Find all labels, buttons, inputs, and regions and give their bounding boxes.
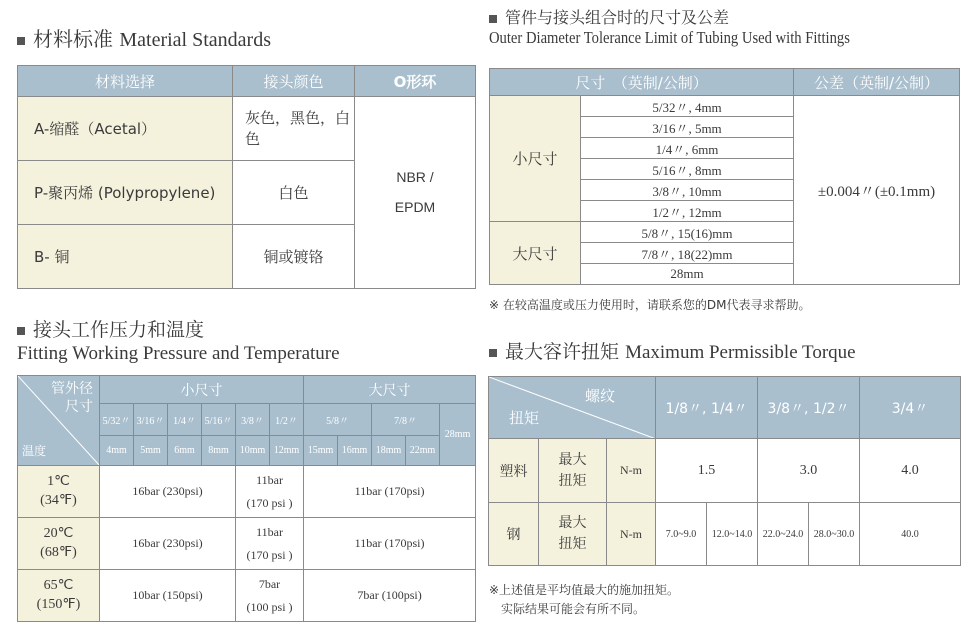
pressure-title-cn: 接头工作压力和温度 bbox=[33, 319, 205, 341]
torque-section-title bbox=[489, 342, 856, 364]
pressure-value: 16bar (230psi) bbox=[100, 466, 236, 518]
material-table bbox=[17, 65, 476, 289]
size-row: 1/4〃, 6mm bbox=[581, 138, 794, 159]
oring-line-2: EPDM bbox=[394, 198, 436, 215]
torque-type bbox=[539, 503, 607, 566]
mm-label: 12mm bbox=[270, 436, 304, 466]
oring-line-1: NBR / bbox=[396, 169, 434, 186]
inch-label: 5/16〃 bbox=[202, 404, 236, 436]
pressure-corner-top-1: 管外径 bbox=[51, 381, 93, 397]
material-title-en: Material Standards bbox=[119, 29, 271, 51]
inch-label: 1/2〃 bbox=[270, 404, 304, 436]
material-header-oring: O形环 bbox=[355, 66, 476, 97]
torque-value: 1.5 bbox=[656, 439, 758, 503]
torque-note bbox=[489, 581, 679, 618]
pressure-bar: 11bar bbox=[256, 472, 283, 487]
torque-value: 40.0 bbox=[860, 503, 961, 566]
pressure-corner-bottom: 温度 bbox=[22, 444, 47, 458]
temp-c: 1℃ bbox=[47, 473, 70, 489]
material-row-copper: B- 铜 bbox=[18, 225, 233, 289]
pressure-value bbox=[236, 570, 304, 622]
inch-label: 5/8〃 bbox=[304, 404, 372, 436]
large-size-label: 大尺寸 bbox=[490, 222, 581, 285]
mm-label: 22mm bbox=[406, 436, 440, 466]
tolerance-title-en: Outer Diameter Tolerance Limit of Tubing Used with Fittings bbox=[489, 27, 850, 47]
torque-value: 3.0 bbox=[758, 439, 860, 503]
mm-label: 18mm bbox=[372, 436, 406, 466]
pressure-title-en: Fitting Working Pressure and Temperature bbox=[17, 342, 340, 364]
pressure-table bbox=[17, 375, 476, 622]
temp-cell bbox=[18, 518, 100, 570]
torque-material-plastic: 塑料 bbox=[489, 439, 539, 503]
mm-label: 5mm bbox=[134, 436, 168, 466]
size-row: 5/16〃, 8mm bbox=[581, 159, 794, 180]
tolerance-value: ±0.004〃(±0.1mm) bbox=[794, 96, 960, 285]
tolerance-note: ※ 在较高温度或压力使用时，请联系您的DM代表寻求帮助。 bbox=[489, 298, 811, 312]
material-header-color: 接头颜色 bbox=[233, 66, 355, 97]
pressure-value: 11bar (170psi) bbox=[304, 466, 476, 518]
torque-material-copper: 钢 bbox=[489, 503, 539, 566]
material-section-title bbox=[17, 28, 271, 51]
temp-f: (150℉) bbox=[36, 596, 81, 612]
torque-title-cn: 最大容许扭矩 bbox=[505, 341, 620, 363]
pressure-corner-top-2: 尺寸 bbox=[65, 399, 93, 416]
inch-label: 5/32〃 bbox=[100, 404, 134, 436]
mm-label: 6mm bbox=[168, 436, 202, 466]
torque-value: 22.0~24.0 bbox=[758, 503, 809, 566]
bullet-square-icon bbox=[489, 15, 497, 23]
torque-header: 3/4〃 bbox=[860, 377, 961, 439]
size-row: 3/16〃, 5mm bbox=[581, 117, 794, 138]
size-row: 5/8〃, 15(16)mm bbox=[581, 222, 794, 243]
material-title-cn: 材料标准 bbox=[33, 27, 113, 51]
tolerance-header-tolerance: 公差（英制/公制） bbox=[794, 69, 960, 96]
torque-title-en: Maximum Permissible Torque bbox=[625, 342, 856, 363]
pressure-bar: 7bar bbox=[258, 576, 281, 591]
torque-corner-top: 螺纹 bbox=[585, 387, 616, 405]
torque-type-2: 扭矩 bbox=[558, 472, 587, 489]
torque-corner-bottom: 扭矩 bbox=[509, 409, 540, 427]
pressure-section-title bbox=[17, 320, 340, 365]
bullet-square-icon bbox=[17, 37, 25, 45]
torque-note-1: ※上述值是平均值最大的施加扭矩。 bbox=[489, 583, 680, 597]
material-header-material: 材料选择 bbox=[18, 66, 233, 97]
torque-type-1: 最大 bbox=[558, 451, 587, 468]
temp-c: 65℃ bbox=[43, 577, 74, 593]
pressure-psi: (170 psi ) bbox=[246, 547, 293, 562]
material-row-polypropylene: P-聚丙烯 (Polypropylene) bbox=[18, 161, 233, 225]
torque-header: 3/8〃, 1/2〃 bbox=[758, 377, 860, 439]
tolerance-header-size: 尺寸 （英制/公制） bbox=[490, 69, 794, 96]
pressure-large-header: 大尺寸 bbox=[304, 376, 476, 404]
torque-value: 7.0~9.0 bbox=[656, 503, 707, 566]
torque-type bbox=[539, 439, 607, 503]
pressure-value bbox=[236, 466, 304, 518]
mm-label: 8mm bbox=[202, 436, 236, 466]
mm-label: 16mm bbox=[338, 436, 372, 466]
pressure-value bbox=[236, 518, 304, 570]
torque-type-2: 扭矩 bbox=[558, 536, 587, 552]
inch-label: 1/4〃 bbox=[168, 404, 202, 436]
mm-label-28: 28mm bbox=[440, 404, 476, 466]
temp-f: (68℉) bbox=[40, 544, 77, 560]
mm-label: 4mm bbox=[100, 436, 134, 466]
inch-label: 3/16〃 bbox=[134, 404, 168, 436]
size-row: 3/8〃, 10mm bbox=[581, 180, 794, 201]
torque-value: 12.0~14.0 bbox=[707, 503, 758, 566]
torque-corner-cell bbox=[489, 377, 656, 439]
pressure-psi: (100 psi ) bbox=[246, 599, 293, 614]
mm-label: 10mm bbox=[236, 436, 270, 466]
color-row-polypropylene: 白色 bbox=[233, 161, 355, 225]
torque-unit: N-m bbox=[607, 439, 656, 503]
bullet-square-icon bbox=[489, 349, 497, 357]
color-row-acetal: 灰色，黑色，白色 bbox=[233, 97, 355, 161]
pressure-value: 10bar (150psi) bbox=[100, 570, 236, 622]
temp-f: (34℉) bbox=[40, 492, 77, 508]
pressure-value: 11bar (170psi) bbox=[304, 518, 476, 570]
pressure-value: 16bar (230psi) bbox=[100, 518, 236, 570]
temp-cell bbox=[18, 466, 100, 518]
pressure-bar: 11bar bbox=[256, 524, 283, 539]
small-size-label: 小尺寸 bbox=[490, 96, 581, 222]
temp-c: 20℃ bbox=[43, 525, 74, 541]
color-row-copper: 铜或镀铬 bbox=[233, 225, 355, 289]
torque-header: 1/8〃, 1/4〃 bbox=[656, 377, 758, 439]
size-row: 7/8〃, 18(22)mm bbox=[581, 243, 794, 264]
torque-value: 28.0~30.0 bbox=[809, 503, 860, 566]
size-row: 28mm bbox=[581, 264, 794, 285]
tolerance-title-cn: 管件与接头组合时的尺寸及公差 bbox=[505, 8, 730, 27]
pressure-corner-cell bbox=[18, 376, 100, 466]
temp-cell bbox=[18, 570, 100, 622]
bullet-square-icon bbox=[17, 327, 25, 335]
torque-type-1: 最大 bbox=[558, 515, 587, 531]
torque-value: 4.0 bbox=[860, 439, 961, 503]
oring-cell bbox=[355, 97, 476, 289]
torque-unit: N-m bbox=[607, 503, 656, 566]
size-row: 1/2〃, 12mm bbox=[581, 201, 794, 222]
material-row-acetal: A-缩醛（Acetal） bbox=[18, 97, 233, 161]
torque-note-2: 实际结果可能会有所不同。 bbox=[501, 601, 646, 616]
inch-label: 3/8〃 bbox=[236, 404, 270, 436]
pressure-value: 7bar (100psi) bbox=[304, 570, 476, 622]
size-row: 5/32〃, 4mm bbox=[581, 96, 794, 117]
pressure-small-header: 小尺寸 bbox=[100, 376, 304, 404]
tolerance-table bbox=[489, 68, 960, 285]
torque-table bbox=[488, 376, 961, 566]
pressure-psi: (170 psi ) bbox=[246, 495, 293, 510]
mm-label: 15mm bbox=[304, 436, 338, 466]
tolerance-section-title bbox=[489, 9, 909, 47]
inch-label: 7/8〃 bbox=[372, 404, 440, 436]
